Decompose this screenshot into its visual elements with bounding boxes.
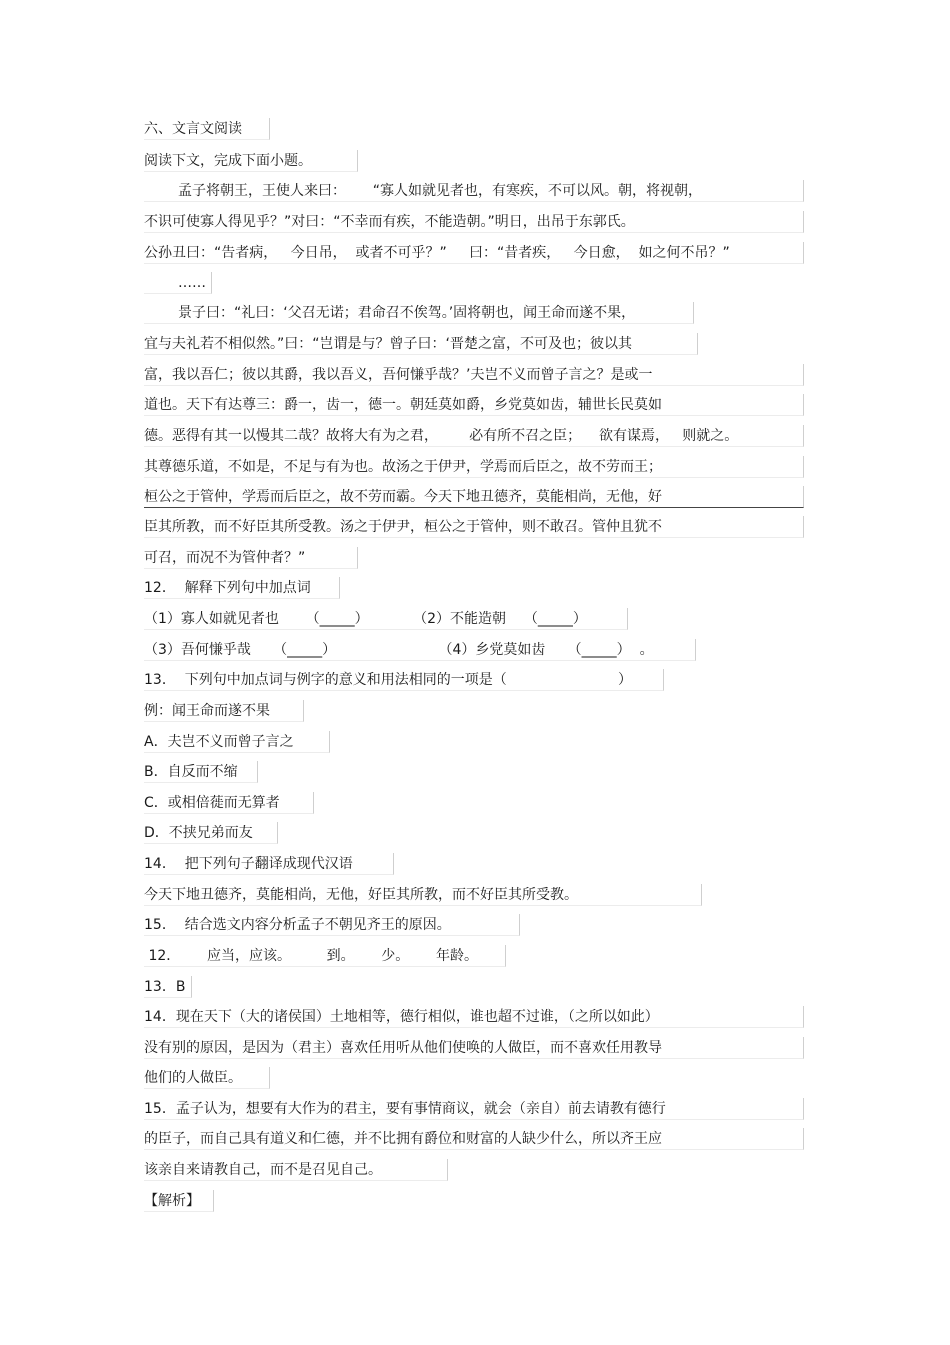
instruction: 阅读下文，完成下面小题。 (144, 150, 358, 172)
option-d: D．不挟兄弟而友 (144, 822, 278, 844)
passage-line: 宜与夫礼若不相似然。”曰：“岂谓是与？曾子曰：‘晋楚之富，不可及也；彼以其 (144, 333, 698, 355)
question-stem: 15． 结合选文内容分析孟子不朝见齐王的原因。 (144, 914, 520, 936)
passage-line: 可召，而况不为管仲者？” (144, 547, 358, 569)
passage-line: 德。恶得有其一以慢其二哉？故将大有为之君， 必有所不召之臣； 欲有谋焉， 则就之。 (144, 425, 804, 447)
passage-line: 不识可使寡人得见乎？”对曰：“不幸而有疾，不能造朝。”明日，出吊于东郭氏。 (144, 211, 804, 233)
blank-row: （1）寡人如就见者也 （_____） （2）不能造朝 （_____） (144, 608, 628, 630)
question-stem: 14． 把下列句子翻译成现代汉语 (144, 853, 394, 875)
passage-line: 孟子将朝王，王使人来曰： “寡人如就见者也，有寒疾，不可以风。朝，将视朝， (144, 180, 804, 202)
question-stem: 13． 下列句中加点词与例字的意义和用法相同的一项是（ ） (144, 669, 664, 691)
answer-13: 13．B (144, 976, 192, 998)
passage-line: 其尊德乐道，不如是，不足与有为也。故汤之于伊尹，学焉而后臣之，故不劳而王； (144, 456, 804, 478)
passage-line: 景子曰：“礼曰：‘父召无诺；君命召不俟驾。’固将朝也，闻王命而遂不果， (144, 302, 694, 324)
translate-sentence: 今天下地丑德齐，莫能相尚，无他，好臣其所教，而不好臣其所受教。 (144, 884, 702, 906)
section-title: 六、文言文阅读 (144, 118, 270, 140)
blank-row: （3）吾何慊乎哉 （_____） （4）乡党莫如齿 （_____） 。 (144, 639, 696, 661)
example-text: 例：闻王命而遂不果 (144, 700, 304, 722)
answer-14-line: 没有别的原因，是因为（君主）喜欢任用听从他们使唤的人做臣，而不喜欢任用教导 (144, 1037, 804, 1059)
passage-line: 臣其所教，而不好臣其所受教。汤之于伊尹，桓公之于管仲，则不敢召。管仲且犹不 (144, 516, 804, 538)
passage-line: 公孙丑曰：“告者病， 今日吊， 或者不可乎？” 曰：“昔者疾， 今日愈， 如之何不吊？” (144, 242, 804, 264)
option-c: C．或相倍蓰而无算者 (144, 792, 314, 814)
answer-15-line: 的臣子，而自己具有道义和仁德，并不比拥有爵位和财富的人缺少什么，所以齐王应 (144, 1128, 804, 1150)
passage-line: …… (144, 272, 212, 294)
answer-12: 12． 应当，应该。 到。 少。 年龄。 (144, 945, 506, 967)
answer-15-line: 15．孟子认为，想要有大作为的君主，要有事情商议，就会（亲自）前去请教有德行 (144, 1098, 804, 1120)
passage-line: 桓公之于管仲，学焉而后臣之，故不劳而霸。今天下地丑德齐，莫能相尚，无他，好 (144, 486, 804, 508)
passage-line: 富，我以吾仁；彼以其爵，我以吾义，吾何慊乎哉？’夫岂不义而曾子言之？是或一 (144, 364, 804, 386)
answer-14-line: 14．现在天下（大的诸侯国）土地相等，德行相似，谁也超不过谁，（之所以如此） (144, 1006, 804, 1028)
analysis-label: 【解析】 (144, 1190, 214, 1212)
question-stem: 12． 解释下列句中加点词 (144, 577, 340, 599)
answer-15-line: 该亲自来请教自己，而不是召见自己。 (144, 1159, 448, 1181)
passage-line: 道也。天下有达尊三：爵一，齿一，德一。朝廷莫如爵，乡党莫如齿，辅世长民莫如 (144, 394, 804, 416)
answer-14-line: 他们的人做臣。 (144, 1067, 270, 1089)
option-b: B．自反而不缩 (144, 761, 258, 783)
option-a: A．夫岂不义而曾子言之 (144, 731, 330, 753)
